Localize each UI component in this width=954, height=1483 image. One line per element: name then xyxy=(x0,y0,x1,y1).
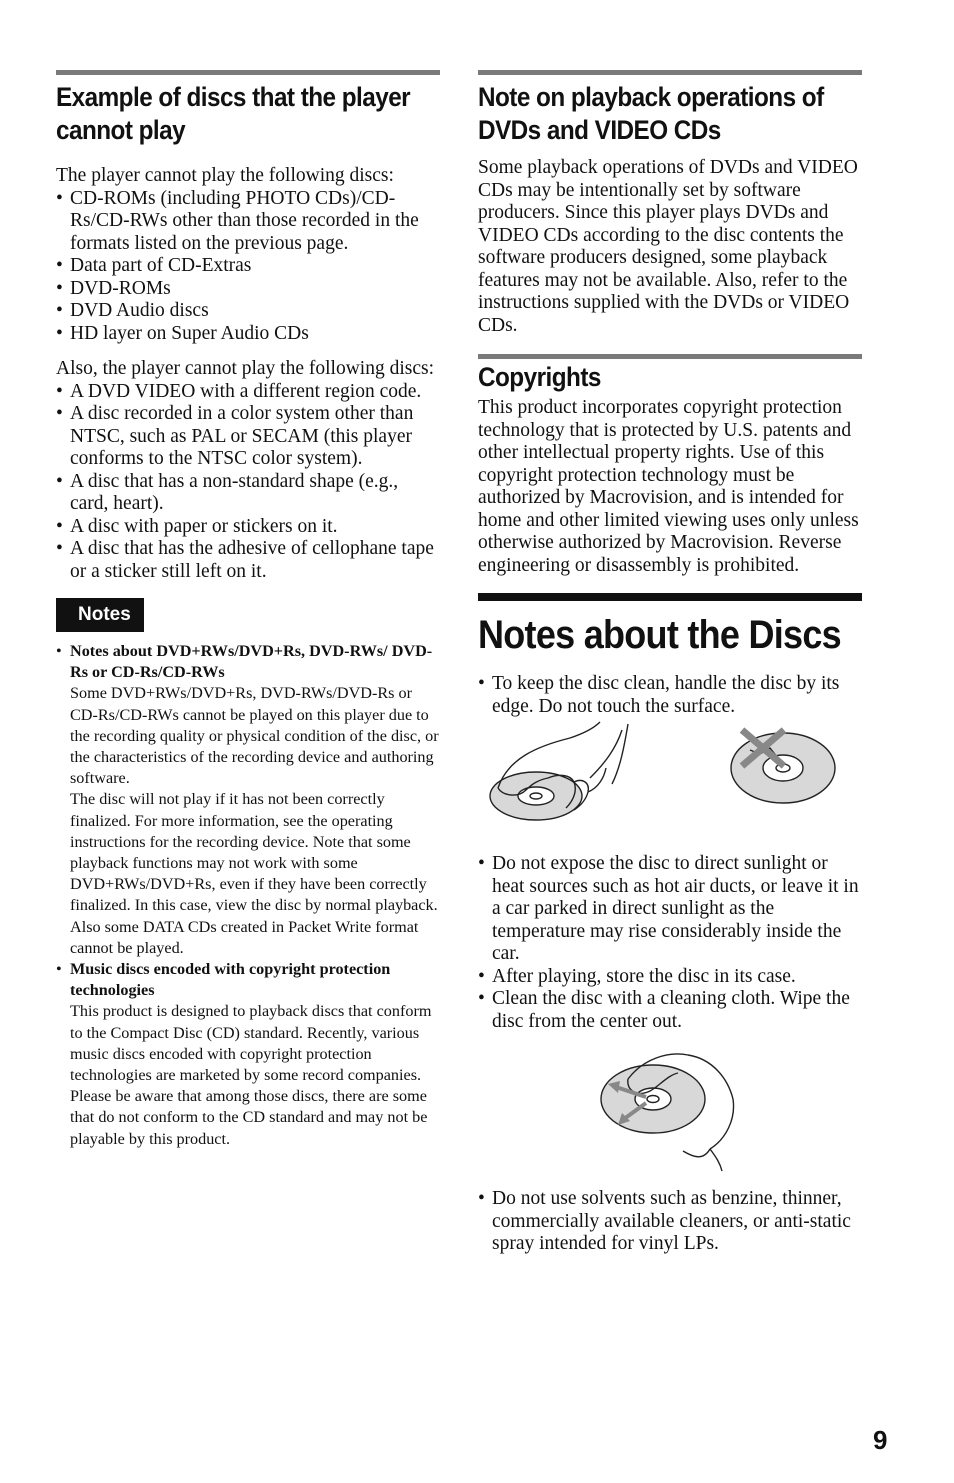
list-item: • CD-ROMs (including PHOTO CDs)/CD-Rs/CD-RWs other than those recorded in the formats listed on the previous page. xyxy=(56,188,440,256)
list-item: • A disc that has a non-standard shape (e.g., card, heart). xyxy=(56,471,440,516)
disc-care-list-a xyxy=(478,673,862,718)
title-rule xyxy=(478,593,862,601)
note-text: The disc will not play if it has not been correctly finalized. For more information, see the operating instructions for the recording device. Note that some playback functions may not work with some DVD+RWs/DVD+Rs, even if they have been correctly finalized. In this case, view the disc by normal playback. Also some DATA CDs created in Packet Write format cannot be played. xyxy=(70,790,438,957)
notes-badge: Notes xyxy=(56,598,144,632)
note-heading: • Notes about DVD+RWs/DVD+Rs, DVD-RWs/ DVD-Rs or CD-Rs/CD-RWs xyxy=(70,642,433,682)
intro-text: The player cannot play the following discs: xyxy=(56,165,394,186)
section-rule xyxy=(56,70,440,75)
disc-care-list-c xyxy=(478,1188,862,1256)
disc-held-by-edge-icon xyxy=(490,722,628,820)
left-column xyxy=(56,70,440,1150)
note-text: This product is designed to playback discs that conform to the Compact Disc (CD) standard. Recently, various music discs encoded with copyright protection technologies are marketed by some record companies. Please be aware that among those discs, there are some that do not conform to the CD standard and may not be playable by this product. xyxy=(70,1002,432,1148)
list-item: • DVD Audio discs xyxy=(56,300,440,323)
page-number: 9 xyxy=(873,1425,888,1455)
list-item: • A disc with paper or stickers on it. xyxy=(56,516,440,539)
copyrights-text: This product incorporates copyright protection technology that is protected by U.S. patents and other intellectual property rights. Use of this copyright protection technology must be authorized by Macrovision, and is intended for home and other limited viewing uses only unless otherwise authorized by Macrovision. Reverse engineering or disassembly is prohibited. xyxy=(478,397,859,576)
note-text: Some DVD+RWs/DVD+Rs, DVD-RWs/DVD-Rs or CD-Rs/CD-RWs cannot be played on this player due to the recording quality or physical condition of the disc, or the characteristics of the recording device and authoring software. xyxy=(70,684,439,788)
notes-list xyxy=(56,641,440,1150)
unplayable-list-1 xyxy=(56,188,440,346)
unplayable-list-2 xyxy=(56,381,440,584)
disc-care-list-b xyxy=(478,853,862,1033)
also-text: Also, the player cannot play the following discs: xyxy=(56,358,435,379)
disc-cleaning-icon xyxy=(601,1054,734,1171)
disc-handling-illustration xyxy=(478,718,862,843)
list-item: • Data part of CD-Extras xyxy=(56,255,440,278)
list-item: • A DVD VIDEO with a different region code. xyxy=(56,381,440,404)
section-rule xyxy=(478,70,862,75)
list-item: • To keep the disc clean, handle the disc by its edge. Do not touch the surface. xyxy=(478,673,862,718)
list-item: • A disc recorded in a color system other than NTSC, such as PAL or SECAM (this player conforms to the NTSC color system). xyxy=(56,403,440,471)
disc-do-not-touch-icon xyxy=(731,730,835,803)
disc-cleaning-illustration xyxy=(478,1039,862,1174)
list-item: • Do not use solvents such as benzine, thinner, commercially available cleaners, or anti-static spray intended for vinyl LPs. xyxy=(478,1188,862,1256)
right-column xyxy=(478,70,862,1256)
section-rule xyxy=(478,354,862,359)
list-item: • HD layer on Super Audio CDs xyxy=(56,323,440,346)
playback-text: Some playback operations of DVDs and VIDEO CDs may be intentionally set by software producers. Since this player plays DVDs and VIDEO CDs according to the disc contents the software producers designed, some playback features may not be available. Also, refer to the instructions supplied with the DVDs or VIDEO CDs. xyxy=(478,157,858,336)
list-item: • DVD-ROMs xyxy=(56,278,440,301)
copyrights-heading: Copyrights xyxy=(478,362,601,392)
list-item: • Clean the disc with a cleaning cloth. Wipe the disc from the center out. xyxy=(478,988,862,1033)
list-item: • Do not expose the disc to direct sunlight or heat sources such as hot air ducts, or leave it in a car parked in direct sunlight as the temperature may rise considerably inside the car. xyxy=(478,853,862,966)
playback-operations-heading: Note on playback operations of DVDs and VIDEO CDs xyxy=(478,82,824,145)
list-item: • After playing, store the disc in its case. xyxy=(478,966,862,989)
discs-cannot-play-heading: Example of discs that the player cannot play xyxy=(56,82,411,145)
list-item: • A disc that has the adhesive of cellophane tape or a sticker still left on it. xyxy=(56,538,440,583)
note-heading: • Music discs encoded with copyright protection technologies xyxy=(70,960,391,1000)
note-item xyxy=(56,959,440,1150)
notes-about-discs-title: Notes about the Discs xyxy=(478,613,841,657)
note-item xyxy=(56,641,440,959)
